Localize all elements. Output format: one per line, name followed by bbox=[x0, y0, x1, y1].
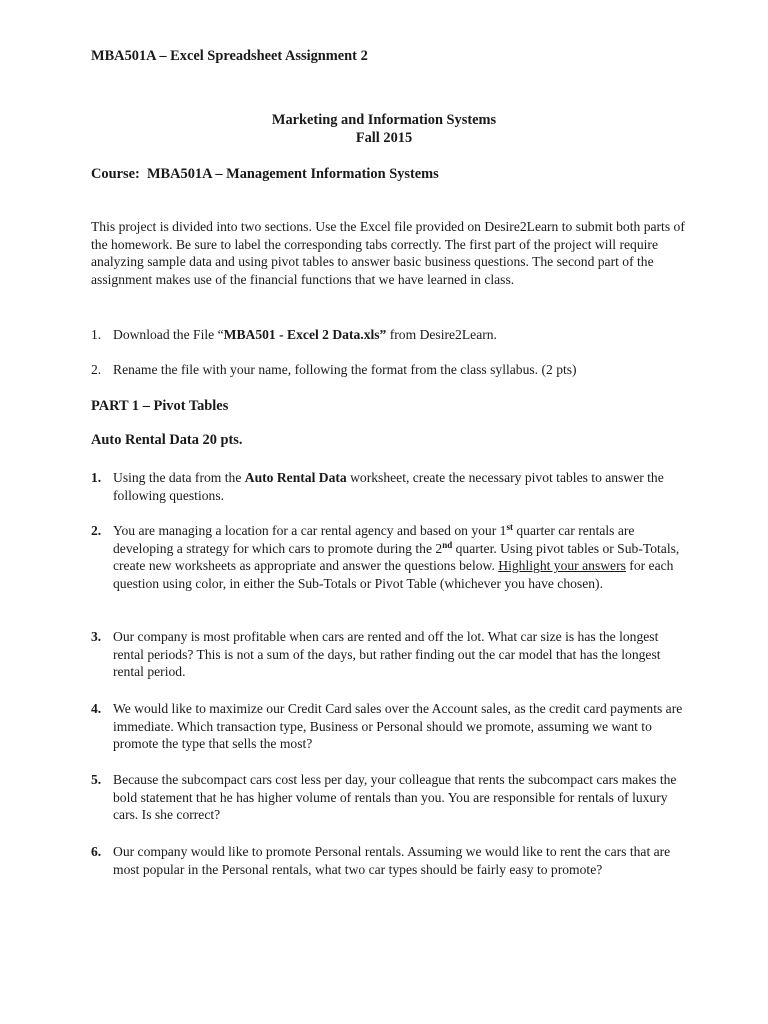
step-1-filename: MBA501 - Excel 2 Data.xls” bbox=[223, 327, 387, 342]
question-2-d: for each question using color, in either the Sub-Totals or Pivot Table (whichever you have chosen). bbox=[113, 558, 674, 591]
course-line bbox=[91, 166, 439, 184]
question-1-worksheet: Auto Rental Data bbox=[244, 470, 347, 485]
question-2 bbox=[91, 522, 691, 592]
question-2-number: 2. bbox=[91, 523, 102, 538]
question-3-number: 3. bbox=[91, 629, 102, 644]
title-line-1: Marketing and Information Systems bbox=[271, 112, 497, 128]
question-1-post: worksheet, create the necessary pivot tables to answer the following questions. bbox=[113, 470, 664, 503]
question-2-a: You are managing a location for a car rental agency and based on your 1 bbox=[113, 523, 507, 538]
step-1-post: from Desire2Learn. bbox=[386, 327, 497, 342]
question-5-number: 5. bbox=[91, 772, 102, 787]
course-value: MBA501A – Management Information Systems bbox=[146, 166, 439, 182]
question-2-sup-1: st bbox=[506, 522, 513, 532]
question-5 bbox=[91, 771, 691, 824]
question-4 bbox=[91, 700, 691, 753]
question-2-sup-2: nd bbox=[442, 539, 453, 550]
question-6-number: 6. bbox=[91, 844, 102, 859]
step-1-pre: Download the File “ bbox=[113, 327, 224, 342]
question-2-c: quarter. Using pivot tables or Sub-Totals, create new worksheets as appropriate and answer the questions below. bbox=[113, 540, 680, 574]
step-2-number: 2. bbox=[91, 362, 102, 377]
question-3 bbox=[91, 628, 691, 681]
title-line-2: Fall 2015 bbox=[355, 130, 413, 146]
part-1-heading: PART 1 – Pivot Tables bbox=[91, 398, 229, 414]
question-2-highlight: Highlight your answers bbox=[498, 558, 626, 574]
question-1-pre: Using the data from the bbox=[113, 470, 245, 485]
step-1 bbox=[91, 326, 497, 344]
question-4-number: 4. bbox=[91, 701, 102, 716]
question-1-number: 1. bbox=[91, 470, 102, 485]
document-header: MBA501A – Excel Spreadsheet Assignment 2 bbox=[91, 48, 368, 64]
question-3-text: Our company is most profitable when cars are rented and off the lot. What car size is has the longest rental periods? This is not a sum of the days, but rather finding out the car model that has the longest rental period. bbox=[113, 629, 661, 680]
question-6 bbox=[91, 843, 691, 878]
step-1-number: 1. bbox=[91, 327, 102, 342]
question-5-text: Because the subcompact cars cost less per day, your colleague that rents the subcompact cars makes the bold statement that he has higher volume of rentals than you. You are responsible for rentals of luxury cars. Is she correct? bbox=[113, 772, 677, 823]
auto-rental-heading: Auto Rental Data 20 pts. bbox=[91, 432, 243, 448]
question-6-text: Our company would like to promote Personal rentals. Assuming we would like to rent the cars that are most popular in the Personal rentals, what two car types should be fairly easy to promote? bbox=[113, 844, 671, 877]
intro-paragraph: This project is divided into two sections. Use the Excel file provided on Desire2Learn to submit both parts of the homework. Be sure to label the corresponding tabs correctly. The first part of the project will require analyzing sample data and using pivot tables to answer basic business questions. The second part of the assignment makes use of the financial functions that we have learned in class. bbox=[91, 219, 685, 287]
question-2-b: quarter car rentals are developing a strategy for which cars to promote during the 2 bbox=[113, 523, 635, 556]
course-label: Course: bbox=[91, 166, 140, 182]
question-1 bbox=[91, 469, 691, 504]
step-2 bbox=[91, 361, 577, 379]
question-4-text: We would like to maximize our Credit Card sales over the Account sales, as the credit card payments are immediate. Which transaction type, Business or Personal should we promote, assuming we want to promote the type that sells the most? bbox=[113, 701, 683, 752]
step-2-text: Rename the file with your name, following the format from the class syllabus. (2 pts) bbox=[113, 362, 577, 377]
